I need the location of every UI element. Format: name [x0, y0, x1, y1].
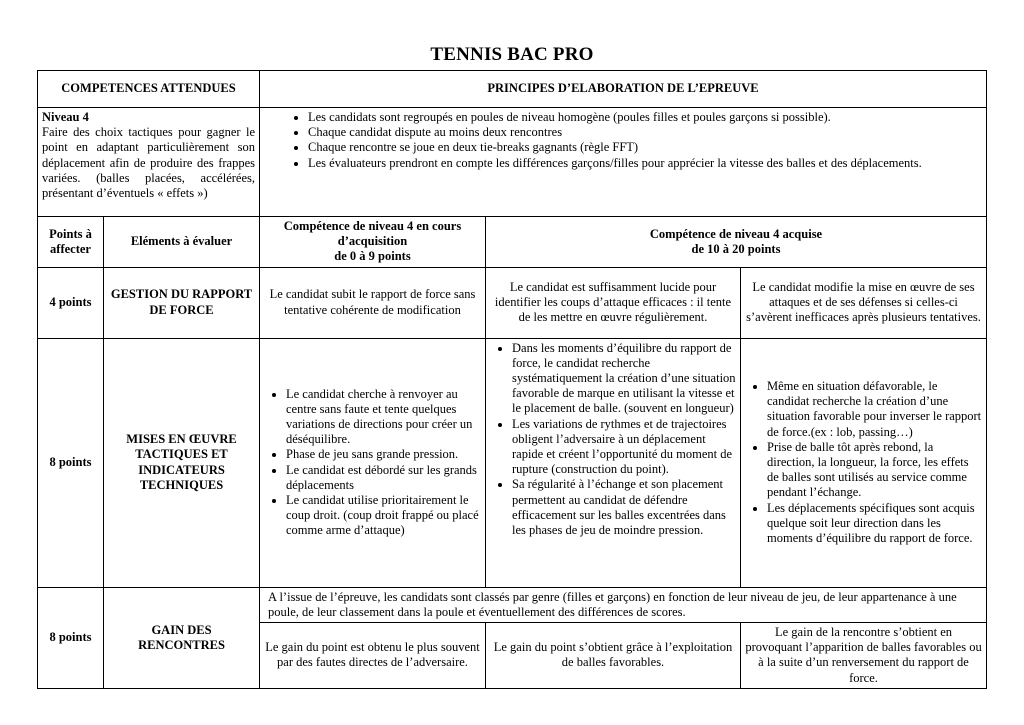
mises-col3-item: • Prise de balle tôt après rebond, la direction, la longueur, la force, les effets de balles sont utilisés au service comme pendant l’échange. [767, 440, 982, 501]
principle-item: • Les candidats sont regroupés en poules de niveau homogène (poules filles et poules garçons si possible). [308, 110, 982, 125]
principle-item: • Les évaluateurs prendront en compte les différences garçons/filles pour apprécier la vitesse des balles et des déplacements. [308, 156, 982, 171]
acquired-range: de 10 à 20 points [691, 241, 781, 256]
header-row [38, 71, 987, 108]
gain-col2: Le gain du point s’obtient grâce à l’exploitation de balles favorables. [486, 623, 741, 689]
gestion-col2: Le candidat est suffisamment lucide pour identifier les coups d’attaque efficaces : il tente de les mettre en œuvre régulièrement. [486, 267, 741, 338]
niveau-cell [38, 108, 260, 217]
gestion-col3: Le candidat modifie la mise en œuvre de ses attaques et de ses défenses si celles-ci s’avèrent inefficaces après plusieurs tentatives. [741, 267, 987, 338]
row-gestion [38, 267, 987, 338]
mises-col2-item: • Dans les moments d’équilibre du rapport de force, le candidat recherche systématiquement la création d’une situation favorable de marque en utilisant la vitesse et le placement de balle. (souvent en longueur) [512, 341, 736, 417]
mises-col1 [260, 338, 486, 587]
mises-col1-list [264, 387, 481, 539]
gestion-points: 4 points [38, 267, 104, 338]
col-elements: Eléments à évaluer [104, 217, 260, 268]
principles-list [264, 110, 982, 171]
gain-col3: Le gain de la rencontre s’obtient en provoquant l’apparition de balles favorables ou à la suite d’un renversement du rapport de force. [741, 623, 987, 689]
col-points: Points à affecter [38, 217, 104, 268]
col-acquired [486, 217, 987, 268]
niveau-row [38, 108, 987, 217]
mises-col1-item: • Le candidat est débordé sur les grands déplacements [286, 463, 481, 493]
principle-item: • Chaque candidat dispute au moins deux rencontres [308, 125, 982, 140]
principle-item: • Chaque rencontre se joue en deux tie-breaks gagnants (règle FFT) [308, 140, 982, 155]
mises-col1-item: • Le candidat cherche à renvoyer au centre sans faute et tente quelques variations de directions pour créer un déséquilibre. [286, 387, 481, 448]
evaluation-grid [37, 70, 987, 689]
niveau-heading: Niveau 4 [42, 110, 89, 124]
gain-element: GAIN DES RENCONTRES [104, 587, 260, 688]
mises-col3 [741, 338, 987, 587]
mises-col2-item: • Sa régularité à l’échange et son placement permettent au candidat de défendre efficacement sur les balles excentrées dans les phases de jeu de moindre pression. [512, 477, 736, 538]
gain-col1: Le gain du point est obtenu le plus souvent par des fautes directes de l’adversaire. [260, 623, 486, 689]
gain-intro: A l’issue de l’épreuve, les candidats sont classés par genre (filles et garçons) en fonction de leur niveau de jeu, de leur appartenance à une poule, de leur classement dans la poule et éventuellement des différences de scores. [260, 587, 987, 622]
mises-col2 [486, 338, 741, 587]
acquired-title: Compétence de niveau 4 acquise [649, 226, 823, 241]
page-title: TENNIS BAC PRO [430, 44, 594, 65]
mises-col2-list [490, 341, 736, 539]
principles-cell [260, 108, 987, 217]
column-header-row [38, 217, 987, 268]
in-progress-title: Compétence de niveau 4 en cours d’acquisition [283, 219, 462, 249]
mises-points: 8 points [38, 338, 104, 587]
in-progress-range: de 0 à 9 points [334, 249, 411, 264]
niveau-text: Faire des choix tactiques pour gagner le point en adaptant particulièrement son déplacement afin de produire des frappes variées. (balles placées, accélérées, présentant d’éventuels « effets ») [42, 125, 255, 201]
gestion-col1: Le candidat subit le rapport de force sans tentative cohérente de modification [260, 267, 486, 338]
row-gain-intro [38, 587, 987, 622]
mises-col3-item: • Les déplacements spécifiques sont acquis quelque soit leur direction dans les moments d’équilibre du rapport de force. [767, 501, 982, 547]
header-competences: COMPETENCES ATTENDUES [38, 71, 260, 108]
mises-col1-item: • Le candidat utilise prioritairement le coup droit. (coup droit frappé ou placé comme arme d’attaque) [286, 493, 481, 539]
gestion-element: GESTION DU RAPPORT DE FORCE [104, 267, 260, 338]
mises-col3-item: • Même en situation défavorable, le candidat recherche la création d’une situation favorable pour inverser le rapport de force.(ex : lob, passing…) [767, 379, 982, 440]
row-mises [38, 338, 987, 587]
mises-col1-item: • Phase de jeu sans grande pression. [286, 447, 481, 462]
mises-col2-item: • Les variations de rythmes et de trajectoires obligent l’adversaire à un déplacement rapide et créent l’opportunité du moment de rupture (construction du point). [512, 417, 736, 478]
gain-points: 8 points [38, 587, 104, 688]
header-principes: PRINCIPES D’ELABORATION DE L’EPREUVE [260, 71, 987, 108]
mises-element: MISES EN ŒUVRE TACTIQUES ET INDICATEURS TECHNIQUES [104, 338, 260, 587]
mises-col3-list [745, 379, 982, 546]
col-in-progress [260, 217, 486, 268]
